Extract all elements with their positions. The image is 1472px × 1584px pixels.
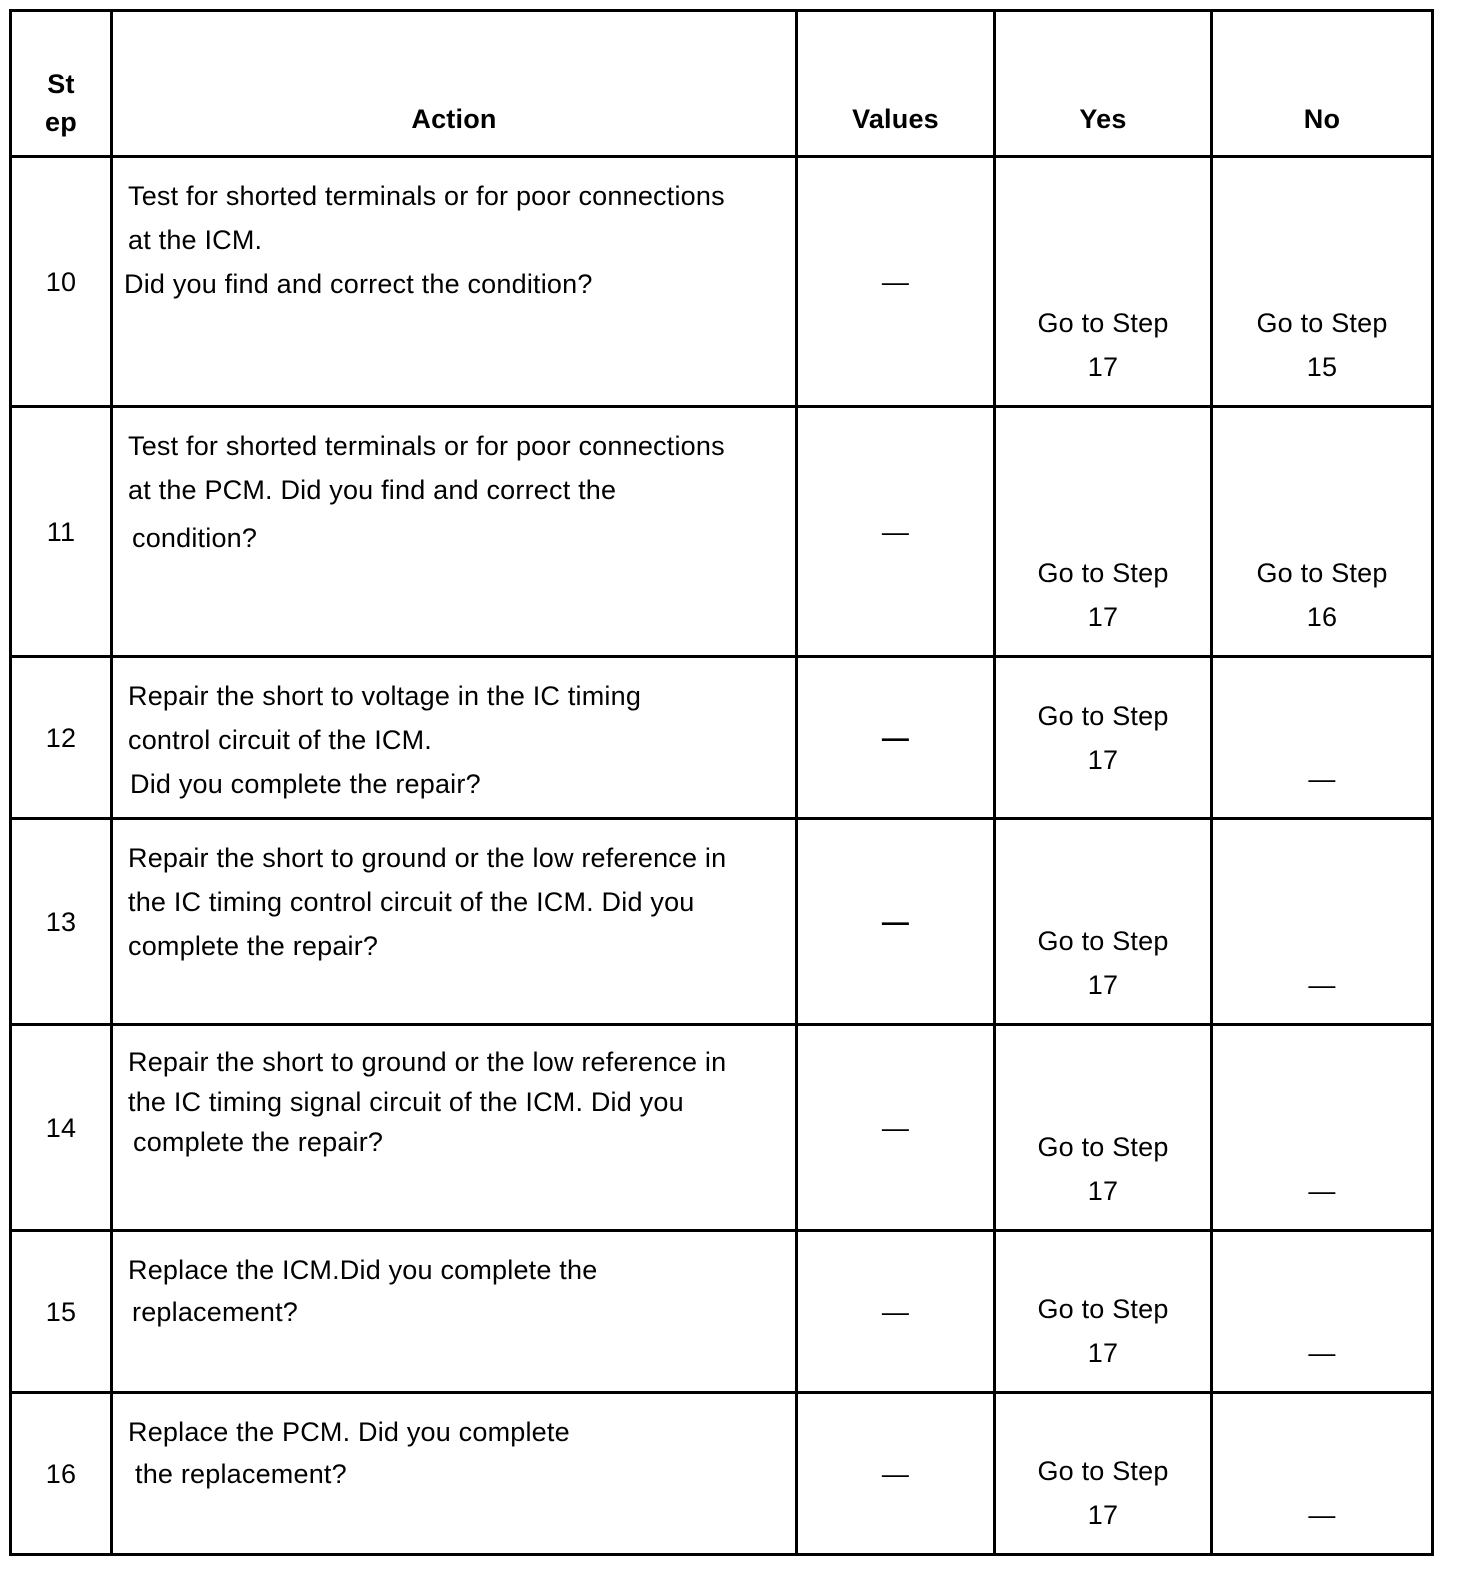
action-line: Did you find and correct the condition? [124, 269, 593, 299]
action-cell [112, 1393, 797, 1555]
action-line: Repair the short to ground or the low reference in [128, 1047, 727, 1077]
yes-goto-label: Go to Step [1037, 700, 1169, 731]
header-action: Action [112, 11, 797, 157]
no-dash: — [1308, 1176, 1336, 1206]
no-cell [1212, 657, 1433, 819]
table-row [11, 1393, 1433, 1555]
yes-goto-label: Go to Step [1037, 1294, 1169, 1324]
action-line: Repair the short to voltage in the IC timing [128, 681, 642, 711]
yes-goto-step: 17 [1087, 1338, 1119, 1368]
yes-goto-label: Go to Step [1037, 1132, 1169, 1162]
values-cell: — [797, 1393, 995, 1555]
action-line: the IC timing signal circuit of the ICM. Did you [128, 1087, 684, 1117]
yes-goto-step: 17 [1087, 602, 1119, 632]
header-no: No [1212, 11, 1433, 157]
table-row [11, 657, 1433, 819]
table-row [11, 1231, 1433, 1393]
yes-cell [995, 1393, 1212, 1555]
yes-goto [1037, 919, 1168, 1007]
step-number: 12 [11, 657, 112, 819]
no-dash: — [1308, 970, 1336, 1000]
yes-goto [1037, 551, 1168, 639]
action-line: replacement? [132, 1297, 298, 1327]
step-number: 15 [11, 1231, 112, 1393]
action-line: complete the repair? [128, 931, 379, 961]
action-line: Repair the short to ground or the low reference in [128, 843, 727, 873]
yes-goto-label: Go to Step [1037, 926, 1169, 956]
step-number: 11 [11, 407, 112, 657]
values-cell: — [797, 407, 995, 657]
yes-goto [1037, 301, 1168, 389]
header-step-line1: St [47, 69, 75, 99]
header-step [11, 11, 112, 157]
no-dash: — [1308, 764, 1336, 794]
header-yes: Yes [995, 11, 1212, 157]
action-cell [112, 1025, 797, 1231]
values-cell: — [797, 819, 995, 1025]
step-number: 14 [11, 1025, 112, 1231]
action-line: complete the repair? [133, 1127, 384, 1157]
yes-cell [995, 1025, 1212, 1231]
yes-goto-label: Go to Step [1037, 1456, 1169, 1486]
yes-goto [1037, 1287, 1168, 1375]
no-cell [1212, 1231, 1433, 1393]
action-line: the IC timing control circuit of the ICM. Did you [128, 887, 695, 917]
yes-goto [1037, 1125, 1168, 1213]
yes-goto-step: 17 [1087, 352, 1119, 382]
yes-goto-step: 17 [1087, 1500, 1119, 1530]
step-number: 10 [11, 157, 112, 407]
table-row [11, 1025, 1433, 1231]
yes-goto-step: 17 [1087, 744, 1119, 775]
action-line: at the PCM. Did you find and correct the [128, 475, 617, 505]
values-cell: — [797, 157, 995, 407]
action-line: at the ICM. [128, 225, 263, 255]
yes-cell [995, 819, 1212, 1025]
action-line: the replacement? [135, 1459, 347, 1489]
no-goto-step: 16 [1306, 602, 1338, 632]
yes-cell [995, 407, 1212, 657]
diagnostic-table-container [9, 9, 1434, 1556]
action-cell [112, 819, 797, 1025]
action-line: Replace the ICM.Did you complete the [128, 1255, 598, 1285]
action-line: Test for shorted terminals or for poor connections [128, 181, 725, 211]
values-cell: — [797, 1025, 995, 1231]
yes-cell [995, 1231, 1212, 1393]
table-row [11, 819, 1433, 1025]
no-goto-step: 15 [1306, 352, 1338, 382]
yes-goto [1037, 1449, 1168, 1537]
action-cell [112, 657, 797, 819]
table-row [11, 157, 1433, 407]
no-goto [1256, 301, 1387, 389]
yes-cell [995, 657, 1212, 819]
yes-cell [995, 157, 1212, 407]
action-line: control circuit of the ICM. [128, 725, 432, 755]
header-step-line2: ep [45, 107, 77, 137]
yes-goto [1037, 694, 1168, 782]
no-dash: — [1308, 1500, 1336, 1530]
diagnostic-steps-table [9, 9, 1434, 1556]
no-goto [1256, 551, 1387, 639]
values-cell: — [797, 657, 995, 819]
no-cell [1212, 819, 1433, 1025]
yes-goto-step: 17 [1087, 970, 1119, 1000]
no-cell [1212, 157, 1433, 407]
yes-goto-step: 17 [1087, 1176, 1119, 1206]
no-dash: — [1308, 1338, 1336, 1368]
yes-goto-label: Go to Step [1037, 558, 1169, 588]
action-cell [112, 157, 797, 407]
yes-goto-label: Go to Step [1037, 308, 1169, 338]
action-line: Did you complete the repair? [130, 769, 481, 799]
no-cell [1212, 1025, 1433, 1231]
no-cell [1212, 1393, 1433, 1555]
table-row [11, 407, 1433, 657]
action-line: Replace the PCM. Did you complete [128, 1417, 570, 1447]
action-line: condition? [132, 523, 258, 553]
no-cell [1212, 407, 1433, 657]
no-goto-label: Go to Step [1256, 558, 1388, 588]
step-number: 13 [11, 819, 112, 1025]
header-values: Values [797, 11, 995, 157]
table-header-row [11, 11, 1433, 157]
values-cell: — [797, 1231, 995, 1393]
step-number: 16 [11, 1393, 112, 1555]
action-cell [112, 407, 797, 657]
action-cell [112, 1231, 797, 1393]
no-goto-label: Go to Step [1256, 308, 1388, 338]
action-line: Test for shorted terminals or for poor connections [128, 431, 725, 461]
